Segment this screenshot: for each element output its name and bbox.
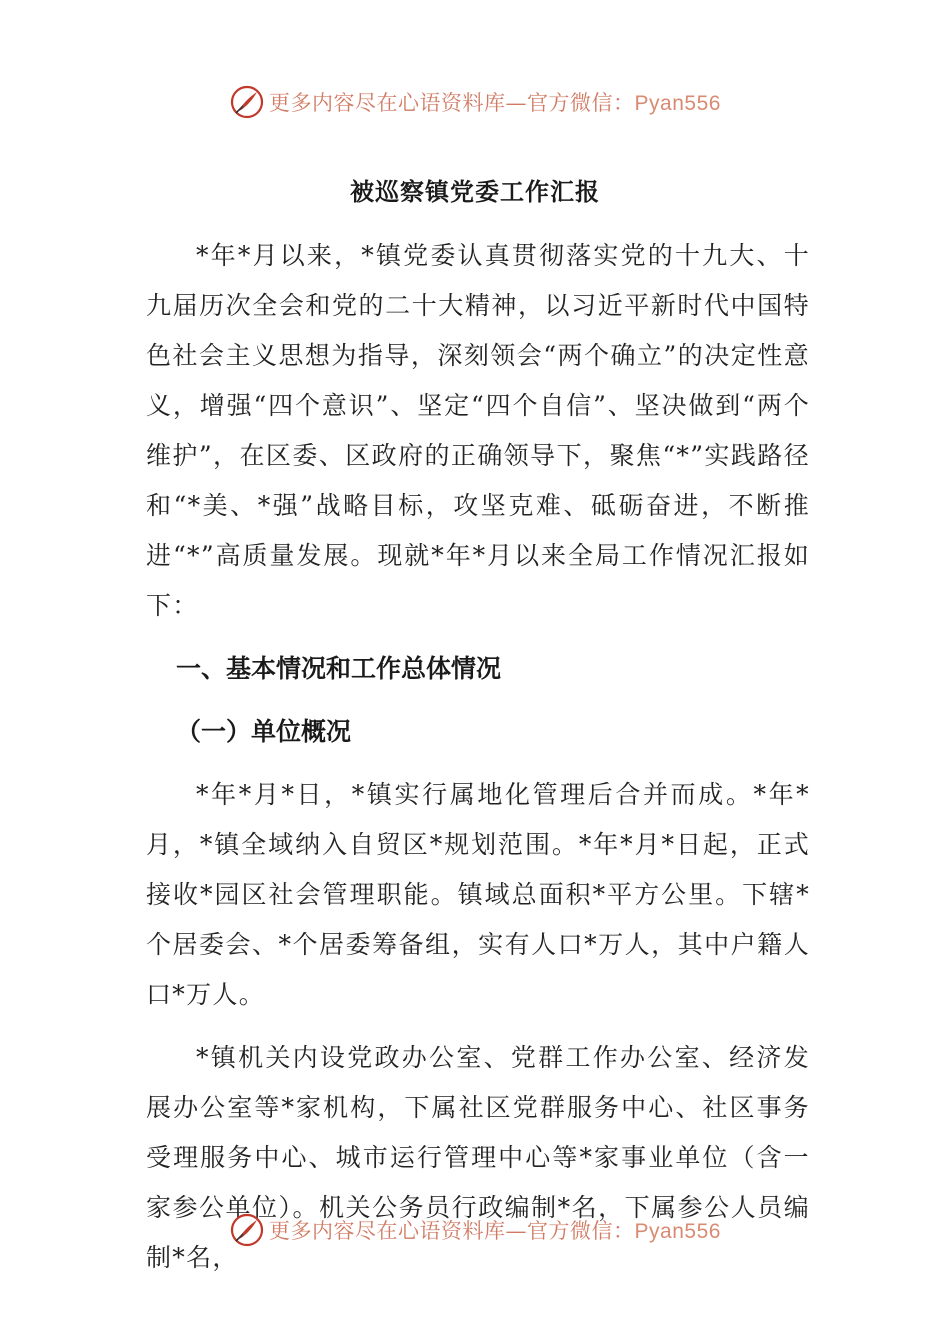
document-title: 被巡察镇党委工作汇报 xyxy=(350,177,600,206)
subsection-heading: （一）单位概况 xyxy=(176,717,352,746)
document-body xyxy=(146,231,810,1296)
wechat-id: Pyan556 xyxy=(634,92,721,115)
quill-logo-icon xyxy=(229,84,265,120)
footer-watermark xyxy=(0,1210,950,1250)
watermark-text xyxy=(269,87,721,117)
watermark-label: 更多内容尽在心语资料库—官方微信： xyxy=(269,1219,635,1243)
intro-paragraph: *年*月以来，*镇党委认真贯彻落实党的十九大、十九届历次全会和党的二十大精神，以习近平新时代中国特色社会主义思想为指导，深刻领会“两个确立”的决定性意义，增强“四个意识”、坚定“四个自信”、坚决做到“两个维护”，在区委、区政府的正确领导下，聚焦“*”实践路径和“*美、*强”战略目标，攻坚克难、砥砺奋进，不断推进“*”高质量发展。现就*年*月以来全局工作情况汇报如下： xyxy=(146,241,810,620)
watermark-label: 更多内容尽在心语资料库—官方微信： xyxy=(269,91,635,115)
institutions-paragraph: *镇机关内设党政办公室、党群工作办公室、经济发展办公室等*家机构，下属社区党群服务中心、社区事务受理服务中心、城市运行管理中心等*家事业单位（含一家参公单位）。机关公务员行政编制*名，下属参公人员编制*名， xyxy=(146,1043,810,1272)
overview-paragraph: *年*月*日，*镇实行属地化管理后合并而成。*年*月，*镇全域纳入自贸区*规划范围。*年*月*日起，正式接收*园区社会管理职能。镇域总面积*平方公里。下辖*个居委会、*个居委筹备组，实有人口*万人，其中户籍人口*万人。 xyxy=(146,780,810,1009)
section-heading: 一、基本情况和工作总体情况 xyxy=(176,654,502,683)
quill-logo-icon xyxy=(229,1212,265,1248)
wechat-id: Pyan556 xyxy=(634,1220,721,1243)
header-watermark xyxy=(0,82,950,122)
watermark-text xyxy=(269,1215,721,1245)
